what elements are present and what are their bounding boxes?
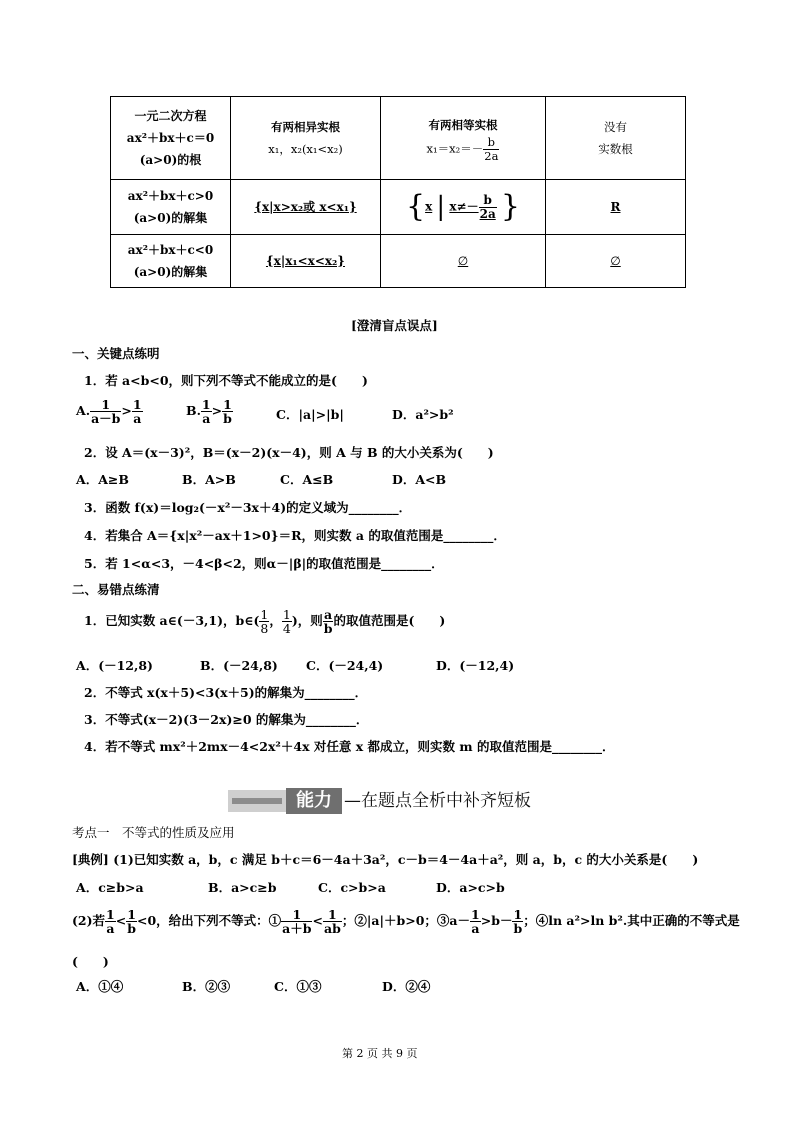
cell-line: (a>0)的解集 bbox=[133, 265, 208, 279]
option-b bbox=[186, 398, 233, 425]
table-cell bbox=[111, 97, 231, 180]
example-text: (2)若 bbox=[72, 913, 106, 928]
example-text: < bbox=[312, 913, 323, 928]
fraction bbox=[323, 608, 334, 635]
numerator: 1 bbox=[282, 607, 291, 622]
option-a: A．A≥B bbox=[76, 472, 129, 487]
example-2 bbox=[72, 908, 740, 935]
option-d: D．a²>b² bbox=[392, 407, 454, 422]
question-1: 1．若 a<b<0，则下列不等式不能成立的是( ) bbox=[84, 373, 368, 388]
option-d: D．a>c>b bbox=[436, 880, 505, 895]
denominator: a＋b bbox=[282, 921, 312, 936]
table-cell bbox=[231, 180, 381, 235]
option-b-label: B. bbox=[186, 403, 201, 418]
cell-line: ax²＋bx＋c>0 bbox=[127, 189, 214, 203]
question-text: )，则 bbox=[291, 613, 323, 628]
denominator: a bbox=[471, 921, 480, 936]
table-cell bbox=[381, 180, 546, 235]
option-d: D．(－12,4) bbox=[436, 658, 515, 673]
section-title: [澄清盲点误点] bbox=[351, 318, 438, 333]
numerator: 1 bbox=[201, 397, 211, 412]
gt-sign: > bbox=[211, 403, 223, 418]
denominator: 4 bbox=[282, 621, 291, 636]
denominator: a bbox=[202, 411, 211, 426]
fraction bbox=[126, 908, 137, 935]
banner-decor-inner bbox=[232, 798, 282, 804]
table-cell bbox=[381, 97, 546, 180]
example-label: [典例] bbox=[72, 852, 109, 867]
table-cell bbox=[231, 235, 381, 288]
option-a: A．①④ bbox=[76, 979, 124, 994]
example-text: (1)已知实数 a，b，c 满足 b＋c＝6－4a＋3a²，c－b＝4－4a＋a²，则 a，b，c 的大小关系是( ) bbox=[113, 852, 699, 867]
kaodian-title: 考点一 不等式的性质及应用 bbox=[72, 825, 235, 840]
numerator: 1 bbox=[471, 907, 480, 922]
numerator: 1 bbox=[281, 908, 312, 922]
example-text: ；②|a|＋b>0；③a－ bbox=[341, 913, 471, 928]
table-row bbox=[111, 235, 686, 288]
denominator: a－b bbox=[91, 411, 121, 426]
fraction bbox=[479, 194, 497, 221]
option-b: B．②③ bbox=[182, 979, 231, 994]
cell-answer: x≠－ bbox=[449, 199, 479, 214]
option-a-label: A. bbox=[76, 403, 91, 418]
denominator: b bbox=[127, 921, 136, 936]
fraction bbox=[323, 908, 342, 935]
question-2: 2．设 A＝(x－3)²，B＝(x－2)(x－4)，则 A 与 B 的大小关系为( ) bbox=[84, 445, 494, 460]
denominator: b bbox=[323, 621, 333, 636]
cell-answer: x bbox=[425, 199, 433, 214]
fraction bbox=[470, 908, 481, 935]
cell-answer: {x|x₁<x<x₂} bbox=[265, 254, 346, 268]
cell-answer: {x|x>x₂或 x<x₁} bbox=[254, 200, 357, 214]
question-text: ， bbox=[269, 613, 282, 628]
table-cell bbox=[381, 235, 546, 288]
table-cell bbox=[546, 180, 686, 235]
numerator: 1 bbox=[127, 907, 136, 922]
option-d: D．A<B bbox=[392, 472, 447, 487]
table-cell bbox=[546, 235, 686, 288]
cell-line: ax²＋bx＋c＝0 bbox=[126, 131, 215, 145]
empty-set-symbol: ∅ bbox=[610, 254, 621, 268]
bar: | bbox=[436, 192, 446, 222]
option-b: B．A>B bbox=[182, 472, 236, 487]
denominator: 2a bbox=[479, 206, 496, 221]
cell-line: (a>0)的根 bbox=[139, 153, 202, 167]
cell-line: 有两相等实根 bbox=[428, 117, 498, 132]
numerator: b bbox=[483, 136, 499, 150]
empty-set-symbol: ∅ bbox=[457, 254, 469, 268]
cell-answer: R bbox=[610, 200, 621, 214]
numerator: 1 bbox=[223, 397, 232, 412]
answer-paren: ( ) bbox=[72, 954, 109, 969]
table-row bbox=[111, 180, 686, 235]
part2-heading: 二、易错点练清 bbox=[72, 582, 160, 597]
cell-line bbox=[383, 136, 543, 163]
quadratic-table bbox=[110, 96, 686, 288]
denominator: 8 bbox=[260, 621, 269, 636]
question-3: 3．函数 f(x)＝log₂(－x²－3x＋4)的定义域为________． bbox=[84, 500, 412, 515]
question-3: 3．不等式(x－2)(3－2x)≥0 的解集为________． bbox=[84, 712, 369, 727]
cell-line: ax²＋bx＋c<0 bbox=[127, 243, 214, 257]
question-4: 4．若集合 A＝{x|x²－ax＋1>0}＝R，则实数 a 的取值范围是________． bbox=[84, 528, 506, 543]
option-c: C．A≤B bbox=[280, 472, 334, 487]
denominator: 2a bbox=[484, 148, 499, 163]
numerator: 1 bbox=[513, 907, 523, 922]
table-cell bbox=[231, 97, 381, 180]
numerator: 1 bbox=[90, 398, 121, 412]
question-text: 的取值范围是( ) bbox=[333, 613, 446, 628]
numerator: a bbox=[324, 607, 333, 622]
option-c: C．①③ bbox=[274, 979, 322, 994]
option-c: C．c>b>a bbox=[318, 880, 386, 895]
fraction bbox=[281, 908, 312, 935]
question-text: 1．已知实数 a∈(－3,1)，b∈( bbox=[84, 613, 260, 628]
question-5: 5．若 1<α<3，－4<β<2，则α－|β|的取值范围是________． bbox=[84, 556, 444, 571]
option-a: A．c≥b>a bbox=[76, 880, 144, 895]
numerator: 1 bbox=[106, 907, 115, 922]
fraction bbox=[483, 136, 499, 163]
denominator: a bbox=[133, 411, 142, 426]
option-a: A．(－12,8) bbox=[76, 658, 153, 673]
banner-subtitle: —在题点全析中补齐短板 bbox=[344, 791, 531, 811]
numerator: 1 bbox=[132, 397, 142, 412]
cell-line: 实数根 bbox=[598, 142, 633, 156]
denominator: b bbox=[223, 411, 232, 426]
fraction bbox=[90, 398, 121, 425]
question-1-options bbox=[76, 398, 143, 425]
example-text: >b－ bbox=[480, 913, 513, 928]
banner-decor-bar bbox=[228, 790, 286, 812]
fraction bbox=[132, 398, 143, 425]
cell-text: x₁＝x₂＝－ bbox=[426, 141, 484, 155]
banner-title-box: 能力 bbox=[286, 788, 342, 814]
option-b: B．a>c≥b bbox=[208, 880, 277, 895]
gt-sign: > bbox=[121, 403, 132, 418]
part1-heading: 一、关键点练明 bbox=[72, 346, 160, 361]
cell-line: x₁，x₂(x₁<x₂) bbox=[268, 142, 343, 156]
fraction bbox=[259, 608, 269, 635]
fraction bbox=[222, 398, 233, 425]
numerator: b bbox=[479, 194, 497, 208]
example-text: ；④ln a²>ln b².其中正确的不等式是 bbox=[523, 913, 740, 928]
table-cell bbox=[546, 97, 686, 180]
table-row-header bbox=[111, 97, 686, 180]
fraction bbox=[201, 398, 212, 425]
fraction bbox=[105, 908, 116, 935]
denominator: a bbox=[106, 921, 115, 936]
page-footer: 第 2 页 共 9 页 bbox=[342, 1047, 418, 1060]
left-brace: { bbox=[405, 189, 426, 224]
example-text: <0，给出下列不等式：① bbox=[136, 913, 282, 928]
option-d: D．②④ bbox=[382, 979, 431, 994]
cell-line: 一元二次方程 bbox=[134, 109, 207, 123]
denominator: b bbox=[513, 921, 523, 936]
option-c: C．(－24,4) bbox=[306, 658, 384, 673]
fraction bbox=[512, 908, 523, 935]
option-b: B．(－24,8) bbox=[200, 658, 278, 673]
right-brace: } bbox=[500, 189, 520, 224]
table-cell bbox=[111, 235, 231, 288]
numerator: 1 bbox=[323, 908, 342, 922]
question-1 bbox=[84, 608, 445, 635]
denominator: ab bbox=[323, 921, 341, 936]
table-cell bbox=[111, 180, 231, 235]
example-text: < bbox=[115, 913, 127, 928]
question-2: 2．不等式 x(x＋5)<3(x＋5)的解集为________． bbox=[84, 685, 368, 700]
cell-line: 没有 bbox=[604, 120, 627, 134]
example-1 bbox=[72, 850, 698, 868]
fraction bbox=[282, 608, 292, 635]
cell-line: 有两相异实根 bbox=[271, 120, 340, 134]
cell-line: (a>0)的解集 bbox=[133, 211, 208, 225]
numerator: 1 bbox=[260, 607, 269, 622]
option-c: C．|a|>|b| bbox=[276, 407, 344, 422]
question-4: 4．若不等式 mx²＋2mx－4<2x²＋4x 对任意 x 都成立，则实数 m 的取值范围是________． bbox=[84, 739, 615, 754]
